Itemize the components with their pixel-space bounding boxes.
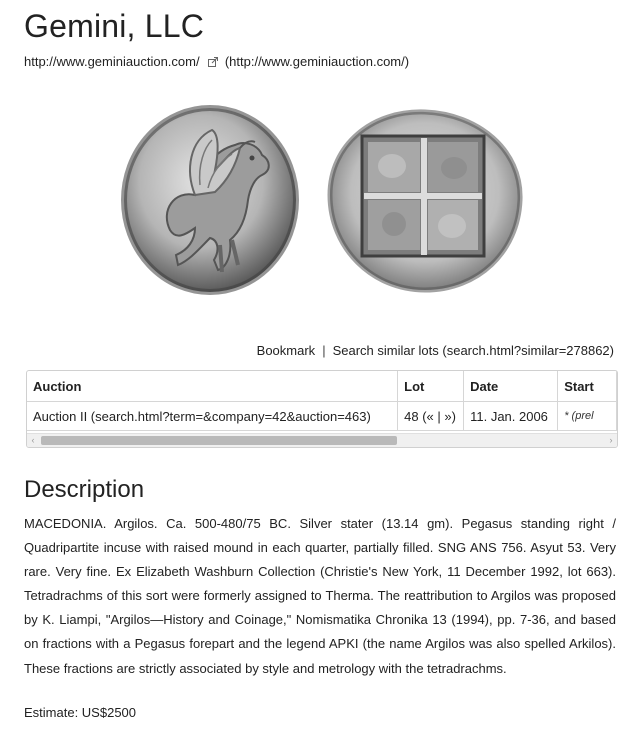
coin-obverse bbox=[124, 108, 296, 292]
scrollbar-thumb[interactable] bbox=[41, 436, 397, 445]
website-link-line bbox=[24, 54, 409, 69]
coin-image bbox=[0, 100, 642, 320]
search-similar-lots-link[interactable]: Search similar lots (search.html?similar=278862) bbox=[332, 343, 614, 358]
description-text: MACEDONIA. Argilos. Ca. 500-480/75 BC. Silver stater (13.14 gm). Pegasus standing right / Quadripartite incuse with raised mound in each quarter, partially filled. SNG ANS 756. Asyut 53. Very rare. Very fine. Ex Elizabeth Washburn Collection (Christie's New York, 11 December 1992, lot 663). Tetradrachms of this sort were formerly assigned to Therma. The reattribution to Argilos was proposed by K. Liampi, "Argilos—History and Coinage," Nomismatika Chronika 13 (1994), pp. 7-36, and based on fractions with a Pegasus forepart and the legend APKI (the name Argilos was also spelled Arkilos). These fractions are strictly associated by style and metrology with the tetradrachms. bbox=[24, 516, 616, 676]
date-cell: 11. Jan. 2006 bbox=[464, 402, 558, 431]
action-separator: | bbox=[322, 343, 326, 358]
website-link[interactable]: http://www.geminiauction.com/ bbox=[24, 54, 200, 69]
table-header-row bbox=[27, 371, 617, 402]
lot-cell[interactable]: 48 (« | ») bbox=[398, 402, 464, 431]
table-row bbox=[27, 402, 617, 431]
lot-actions bbox=[257, 343, 614, 358]
column-header-start: Start bbox=[558, 371, 617, 402]
scroll-left-icon[interactable]: ‹ bbox=[31, 435, 35, 445]
column-header-date: Date bbox=[464, 371, 558, 402]
column-header-lot: Lot bbox=[398, 371, 464, 402]
page-title: Gemini, LLC bbox=[24, 8, 205, 44]
estimate-text: Estimate: US$2500 bbox=[24, 705, 137, 720]
description-heading: Description bbox=[24, 476, 145, 503]
coin-reverse bbox=[330, 112, 520, 290]
scroll-right-icon[interactable]: › bbox=[609, 435, 613, 445]
horizontal-scrollbar[interactable] bbox=[27, 433, 617, 447]
auction-table bbox=[27, 371, 617, 431]
column-header-auction: Auction bbox=[27, 371, 398, 402]
website-link-url: (http://www.geminiauction.com/) bbox=[224, 54, 410, 69]
external-link-icon bbox=[208, 57, 218, 67]
auction-cell[interactable]: Auction II (search.html?term=&company=42&auction=463) bbox=[27, 402, 398, 431]
auction-table-container bbox=[26, 370, 618, 448]
bookmark-link[interactable]: Bookmark bbox=[256, 343, 316, 358]
start-cell: * (prel bbox=[558, 402, 617, 431]
